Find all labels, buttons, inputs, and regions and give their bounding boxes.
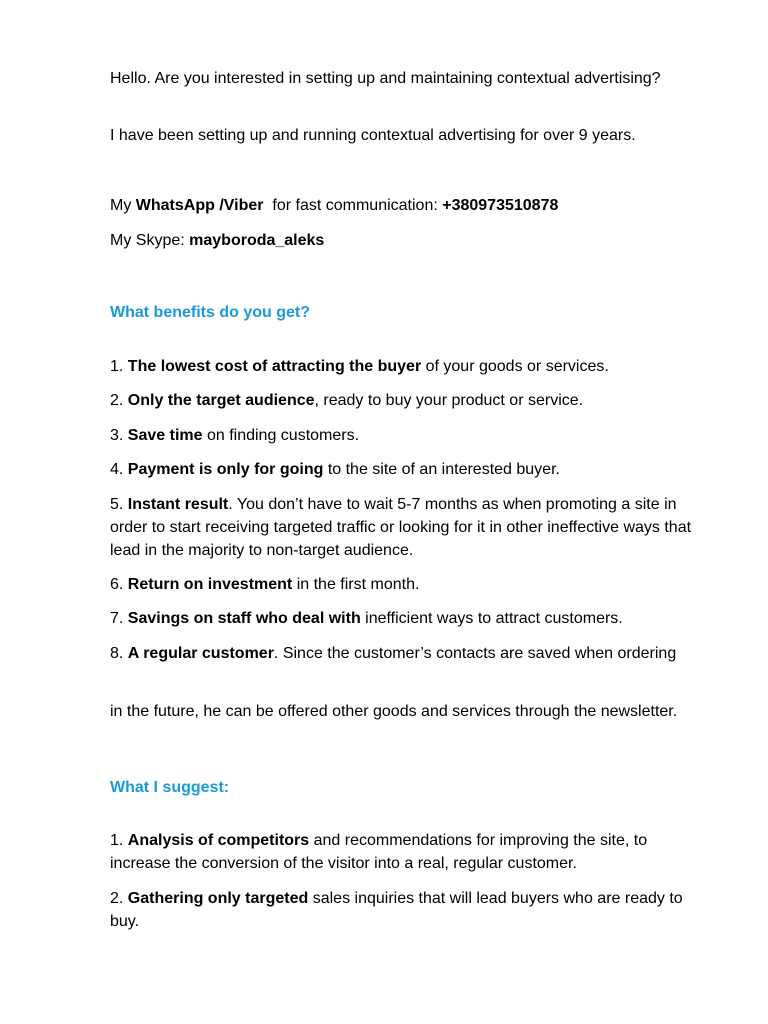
benefit-bold: Return on investment (127, 576, 293, 593)
whatsapp-prefix: My (110, 197, 136, 214)
benefit-item-6 (110, 573, 730, 596)
whatsapp-number: +380973510878 (442, 197, 559, 214)
benefit-num: 8. (110, 645, 128, 662)
benefit-rest: . Since the customer’s contacts are saved when ordering (273, 645, 677, 662)
benefit-rest: in the first month. (292, 576, 420, 593)
benefit-num: 2. (110, 392, 128, 409)
benefit-bold: Payment is only for going (127, 461, 324, 478)
benefit-continuation: in the future, he can be offered other goods and services through the newsletter. (110, 703, 678, 720)
suggest-rest: and recommendations for improving the site, to increase the conversion of the visitor into a real, regular customer. (110, 832, 648, 872)
suggest-heading: What I suggest: (110, 779, 230, 796)
benefit-bold: The lowest cost of attracting the buyer (127, 358, 422, 375)
benefit-num: 4. (110, 461, 128, 478)
benefit-bold: Save time (127, 427, 203, 444)
whatsapp-middle: for fast communication: (263, 197, 443, 214)
benefit-item-3 (110, 424, 730, 447)
suggest-bold: Analysis of competitors (127, 832, 310, 849)
benefit-rest: , ready to buy your product or service. (314, 392, 584, 409)
benefit-bold: Savings on staff who deal with (127, 610, 361, 627)
benefit-item-2 (110, 389, 730, 412)
benefit-num: 5. (110, 496, 128, 513)
suggest-rest: sales inquiries that will lead buyers who are ready to buy. (110, 890, 683, 930)
suggest-num: 1. (110, 832, 128, 849)
benefit-item-8 (110, 642, 700, 665)
benefit-bold: Only the target audience (127, 392, 315, 409)
benefit-rest: of your goods or services. (421, 358, 609, 375)
suggest-item-2 (110, 887, 700, 933)
skype-contact-line (110, 229, 730, 252)
benefit-num: 3. (110, 427, 128, 444)
benefit-item-4 (110, 458, 730, 481)
suggest-bold: Gathering only targeted (127, 890, 309, 907)
benefit-rest: . You don’t have to wait 5-7 months as when promoting a site in order to start receiving targeted traffic or looking for it in other ineffective ways that lead in the majority to non-target audience. (110, 496, 692, 559)
whatsapp-contact-line (110, 194, 730, 217)
benefits-heading: What benefits do you get? (110, 304, 310, 321)
benefit-rest: on finding customers. (202, 427, 360, 444)
suggest-item-1 (110, 829, 710, 875)
benefit-item-7 (110, 607, 730, 630)
whatsapp-label: WhatsApp /Viber (135, 197, 264, 214)
intro-line-2: I have been setting up and running contextual advertising for over 9 years. (110, 127, 636, 144)
benefit-bold: Instant result (127, 496, 229, 513)
benefit-rest: to the site of an interested buyer. (323, 461, 560, 478)
benefit-num: 1. (110, 358, 128, 375)
suggest-num: 2. (110, 890, 128, 907)
benefit-rest: inefficient ways to attract customers. (360, 610, 623, 627)
benefit-bold: A regular customer (127, 645, 274, 662)
intro-line-1: Hello. Are you interested in setting up and maintaining contextual advertising? (110, 70, 661, 87)
skype-prefix: My Skype: (110, 232, 190, 249)
benefit-item-1 (110, 355, 730, 378)
benefit-num: 6. (110, 576, 128, 593)
benefit-item-5 (110, 493, 710, 562)
skype-id: mayboroda_aleks (189, 232, 325, 249)
benefit-num: 7. (110, 610, 128, 627)
